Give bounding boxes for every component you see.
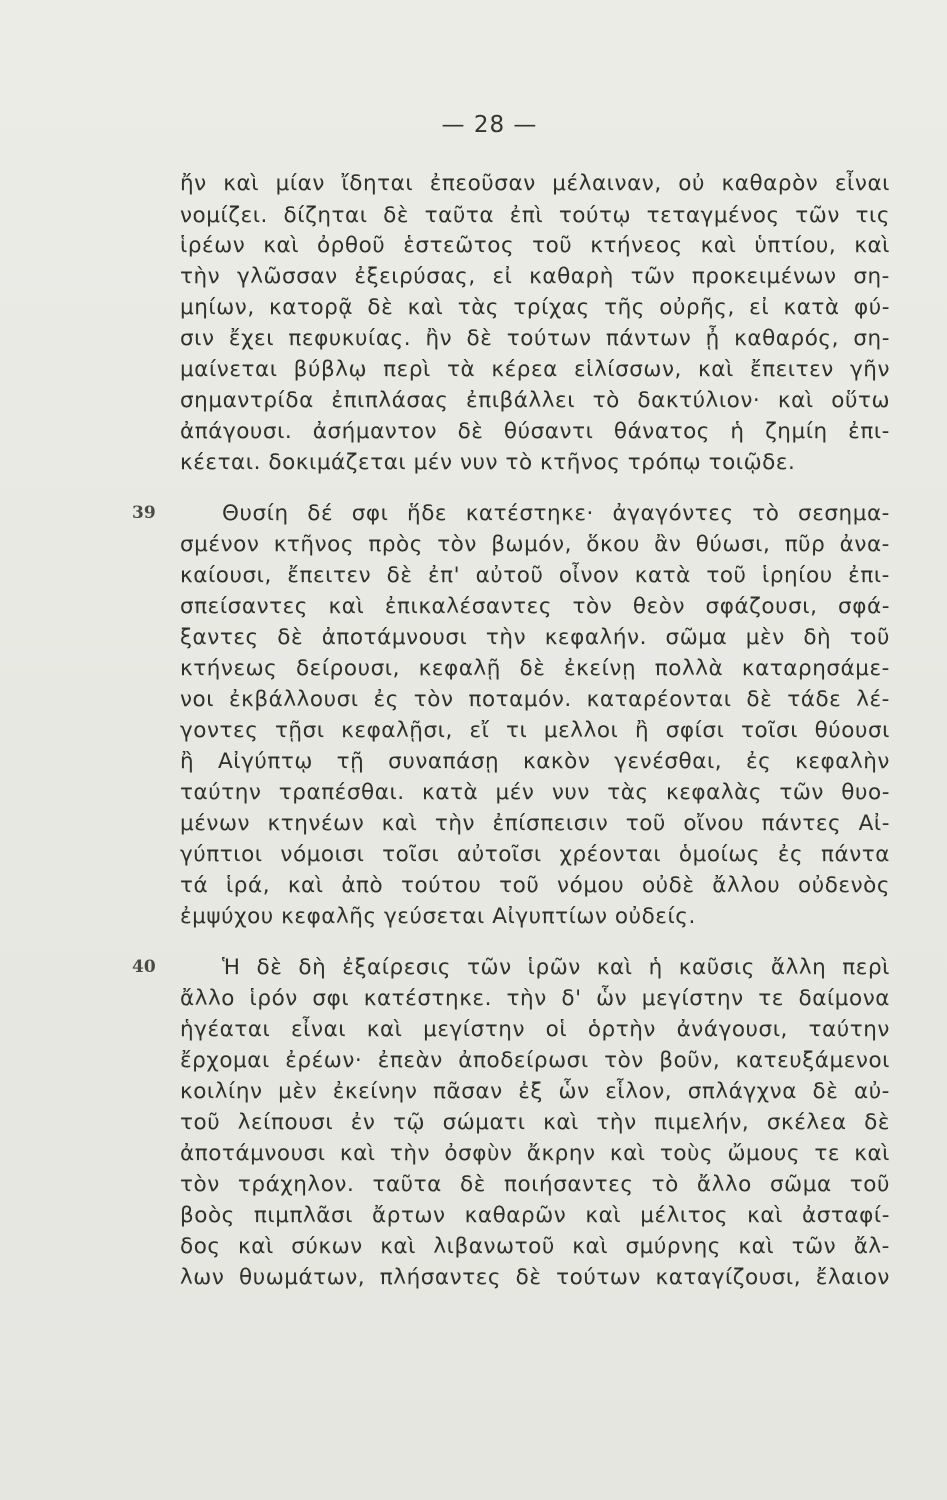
text-line: ἡγέαται εἶναι καὶ μεγίστην οἱ ὁρτὴν ἀνάγουσι, ταύτην xyxy=(180,1017,890,1042)
text-line: γοντες τῇσι κεφαλῇσι, εἴ τι μελλοι ἢ σφίσι τοῖσι θύουσι xyxy=(180,718,890,743)
text-line: τὴν γλῶσσαν ἐξειρύσας, εἰ καθαρὴ τῶν προκειμένων ση- xyxy=(180,264,890,289)
text-line: ταύτην τραπέσθαι. κατὰ μέν νυν τὰς κεφαλὰς τῶν θυο- xyxy=(180,780,890,805)
text-line: τοῦ λείπουσι ἐν τῷ σώματι καὶ τὴν πιμελήν, σκέλεα δὲ xyxy=(180,1110,890,1135)
text-line: ἐμψύχου κεφαλῆς γεύσεται Αἰγυπτίων οὐδείς. xyxy=(180,904,696,929)
text-line: σπείσαντες καὶ ἐπικαλέσαντες τὸν θεὸν σφάζουσι, σφά- xyxy=(180,594,890,619)
text-line: μηίων, κατορᾷ δὲ καὶ τὰς τρίχας τῆς οὐρῆς, εἰ κατὰ φύ- xyxy=(180,295,890,320)
text-line: ἀπάγουσι. ἀσήμαντον δὲ θύσαντι θάνατος ἡ ζημίη ἐπι- xyxy=(180,419,890,444)
text-line: Θυσίη δέ σφι ἥδε κατέστηκε· ἀγαγόντες τὸ σεσημα- xyxy=(222,501,890,526)
section-marker-39: 39 xyxy=(132,503,156,523)
text-line: νοι ἐκβάλλουσι ἐς τὸν ποταμόν. καταρέονται δὲ τάδε λέ- xyxy=(180,687,890,712)
text-line: σμένον κτῆνος πρὸς τὸν βωμόν, ὅκου ἂν θύωσι, πῦρ ἀνα- xyxy=(180,532,890,557)
text-line: λων θυωμάτων, πλήσαντες δὲ τούτων καταγίζουσι, ἔλαιον xyxy=(180,1265,890,1290)
text-line: ἄλλο ἱρόν σφι κατέστηκε. τὴν δ' ὧν μεγίστην τε δαίμονα xyxy=(180,986,890,1011)
text-line: καίουσι, ἔπειτεν δὲ ἐπ' αὐτοῦ οἶνον κατὰ τοῦ ἱρηίου ἐπι- xyxy=(180,563,890,588)
text-line: σημαντρίδα ἐπιπλάσας ἐπιβάλλει τὸ δακτύλιον· καὶ οὕτω xyxy=(180,388,890,413)
text-line: κοιλίην μὲν ἐκείνην πᾶσαν ἐξ ὧν εἷλον, σπλάγχνα δὲ αὐ- xyxy=(180,1079,890,1104)
text-line: ἤν καὶ μίαν ἴδηται ἐπεοῦσαν μέλαιναν, οὐ καθαρὸν εἶναι xyxy=(180,171,890,196)
text-line: Ἡ δὲ δὴ ἐξαίρεσις τῶν ἱρῶν καὶ ἡ καῦσις ἄλλη περὶ xyxy=(222,955,890,980)
text-line: κτήνεως δείρουσι, κεφαλῇ δὲ ἐκείνῃ πολλὰ καταρησάμε- xyxy=(180,656,890,681)
text-line: μαίνεται βύβλῳ περὶ τὰ κέρεα εἱλίσσων, καὶ ἔπειτεν γῆν xyxy=(180,357,890,382)
text-line: νομίζει. δίζηται δὲ ταῦτα ἐπὶ τούτῳ τεταγμένος τῶν τις xyxy=(180,203,890,228)
text-line: ἱρέων καὶ ὀρθοῦ ἑστεῶτος τοῦ κτήνεος καὶ ὑπτίου, καὶ xyxy=(180,233,890,258)
text-line: μένων κτηνέων καὶ τὴν ἐπίσπεισιν τοῦ οἴνου πάντες Αἰ- xyxy=(180,811,890,836)
text-line: ἀποτάμνουσι καὶ τὴν ὀσφὺν ἄκρην καὶ τοὺς ὤμους τε καὶ xyxy=(180,1141,890,1166)
text-line: ἔρχομαι ἐρέων· ἐπεὰν ἀποδείρωσι τὸν βοῦν, κατευξάμενοι xyxy=(180,1048,890,1073)
text-line: τά ἱρά, καὶ ἀπὸ τούτου τοῦ νόμου οὐδὲ ἄλλου οὐδενὸς xyxy=(180,873,890,898)
page-number: — 28 — xyxy=(441,112,538,138)
text-line: ξαντες δὲ ἀποτάμνουσι τὴν κεφαλήν. σῶμα μὲν δὴ τοῦ xyxy=(180,625,890,650)
text-line: δος καὶ σύκων καὶ λιβανωτοῦ καὶ σμύρνης καὶ τῶν ἄλ- xyxy=(180,1234,890,1259)
text-line: γύπτιοι νόμοισι τοῖσι αὐτοῖσι χρέονται ὁμοίως ἐς πάντα xyxy=(180,842,890,867)
text-line: βοὸς πιμπλᾶσι ἄρτων καθαρῶν καὶ μέλιτος καὶ ἀσταφί- xyxy=(180,1203,890,1228)
text-line: κέεται. δοκιμάζεται μέν νυν τὸ κτῆνος τρόπῳ τοιῷδε. xyxy=(180,450,796,475)
text-line: ἢ Αἰγύπτῳ τῇ συναπάσῃ κακὸν γενέσθαι, ἐς κεφαλὴν xyxy=(180,749,890,774)
section-marker-40: 40 xyxy=(132,957,156,977)
text-line: τὸν τράχηλον. ταῦτα δὲ ποιήσαντες τὸ ἄλλο σῶμα τοῦ xyxy=(180,1172,890,1197)
text-line: σιν ἔχει πεφυκυίας. ἢν δὲ τούτων πάντων ᾖ καθαρός, ση- xyxy=(180,326,890,351)
